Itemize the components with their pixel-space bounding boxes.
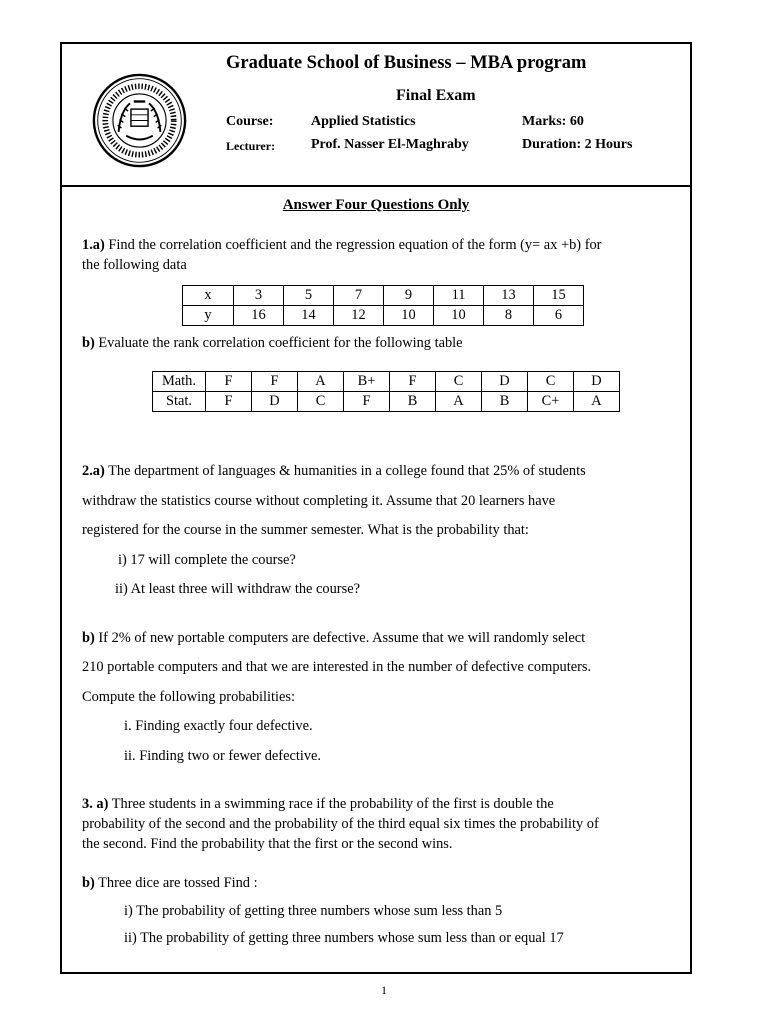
q3a-number: 3. a) bbox=[82, 796, 109, 812]
q2b-line1 bbox=[82, 628, 585, 648]
table-cell: B+ bbox=[344, 372, 390, 392]
lecturer-value: Prof. Nasser El-Maghraby bbox=[311, 137, 469, 152]
table-row-y bbox=[183, 306, 584, 326]
q3b-item-i: i) The probability of getting three numbers whose sum less than 5 bbox=[124, 903, 503, 919]
table-cell: 3 bbox=[234, 286, 284, 306]
table-cell: C bbox=[298, 392, 344, 412]
q2a-line3: registered for the course in the summer semester. What is the probability that: bbox=[82, 522, 529, 538]
table-cell: 9 bbox=[384, 286, 434, 306]
table-cell: A bbox=[298, 372, 344, 392]
q2b-line2: 210 portable computers and that we are interested in the number of defective computers. bbox=[82, 659, 592, 675]
q3a-line3: the second. Find the probability that the first or the second wins. bbox=[82, 836, 453, 852]
table-cell: F bbox=[390, 372, 436, 392]
q2b-item-ii: ii. Finding two or fewer defective. bbox=[124, 748, 322, 764]
table-cell: Math. bbox=[153, 372, 206, 392]
table-cell: 12 bbox=[334, 306, 384, 326]
q1a-text: Find the correlation coefficient and the regression equation of the form (y= ax +b) for bbox=[104, 237, 602, 253]
table-cell: D bbox=[252, 392, 298, 412]
table-cell: y bbox=[183, 306, 234, 326]
course-value: Applied Statistics bbox=[311, 114, 416, 129]
q1a-number: 1.a) bbox=[82, 237, 105, 253]
table-cell: 10 bbox=[384, 306, 434, 326]
table-cell: 13 bbox=[484, 286, 534, 306]
table-cell: 14 bbox=[284, 306, 334, 326]
q1b-text: Evaluate the rank correlation coefficient for the following table bbox=[94, 335, 463, 351]
table-cell: F bbox=[344, 392, 390, 412]
table-cell: 10 bbox=[434, 306, 484, 326]
instructions-title: Answer Four Questions Only bbox=[282, 197, 470, 213]
table-row-math bbox=[153, 372, 620, 392]
q1a-line1 bbox=[82, 235, 601, 255]
q2b-line3: Compute the following probabilities: bbox=[82, 689, 296, 705]
table-cell: 7 bbox=[334, 286, 384, 306]
exam-title: Final Exam bbox=[396, 87, 476, 104]
table-cell: D bbox=[482, 372, 528, 392]
q1a-line2: the following data bbox=[82, 257, 187, 273]
grades-table bbox=[152, 371, 620, 412]
q3b-item-ii: ii) The probability of getting three numbers whose sum less than or equal 17 bbox=[124, 930, 564, 946]
table-cell: F bbox=[206, 392, 252, 412]
q3b-text: Three dice are tossed Find : bbox=[94, 875, 258, 891]
exam-header bbox=[62, 44, 690, 187]
q2b-item-i: i. Finding exactly four defective. bbox=[124, 718, 313, 734]
table-cell: 6 bbox=[534, 306, 584, 326]
q3b-number: b) bbox=[82, 875, 95, 891]
lecturer-label: Lecturer: bbox=[226, 139, 276, 153]
table-row-x bbox=[183, 286, 584, 306]
table-cell: A bbox=[574, 392, 620, 412]
q3a-line2: probability of the second and the probability of the third equal six times the probability of bbox=[82, 816, 599, 832]
table-cell: A bbox=[436, 392, 482, 412]
table-cell: 15 bbox=[534, 286, 584, 306]
exam-frame bbox=[60, 42, 692, 974]
table-cell: x bbox=[183, 286, 234, 306]
marks: Marks: 60 bbox=[522, 114, 584, 129]
q2a-item-i: i) 17 will complete the course? bbox=[118, 552, 296, 568]
q2a-line1 bbox=[82, 461, 586, 481]
q2a-text: The department of languages & humanities in a college found that 25% of students bbox=[104, 463, 586, 479]
table-row-stat bbox=[153, 392, 620, 412]
q1b-line bbox=[82, 333, 463, 353]
table-cell: D bbox=[574, 372, 620, 392]
table-cell: Stat. bbox=[153, 392, 206, 412]
table-cell: C+ bbox=[528, 392, 574, 412]
table-cell: C bbox=[528, 372, 574, 392]
table-cell: B bbox=[390, 392, 436, 412]
table-cell: 11 bbox=[434, 286, 484, 306]
university-seal-icon bbox=[92, 73, 187, 168]
page-number: 1 bbox=[381, 983, 387, 997]
course-label: Course: bbox=[226, 114, 274, 129]
table-cell: 5 bbox=[284, 286, 334, 306]
q2b-text: If 2% of new portable computers are defective. Assume that we will randomly select bbox=[94, 630, 586, 646]
table-cell: 8 bbox=[484, 306, 534, 326]
q3a-line1 bbox=[82, 794, 554, 814]
duration: Duration: 2 Hours bbox=[522, 137, 633, 152]
data-table-xy bbox=[182, 285, 584, 326]
q2a-line2: withdraw the statistics course without completing it. Assume that 20 learners have bbox=[82, 493, 556, 509]
q3b-line bbox=[82, 873, 258, 893]
table-cell: F bbox=[252, 372, 298, 392]
table-cell: B bbox=[482, 392, 528, 412]
table-cell: C bbox=[436, 372, 482, 392]
school-name: Graduate School of Business – MBA program bbox=[226, 53, 587, 73]
q1b-number: b) bbox=[82, 335, 95, 351]
q2a-number: 2.a) bbox=[82, 463, 105, 479]
q2b-number: b) bbox=[82, 630, 95, 646]
q3a-text: Three students in a swimming race if the probability of the first is double the bbox=[108, 796, 554, 812]
table-cell: F bbox=[206, 372, 252, 392]
q2a-item-ii: ii) At least three will withdraw the course? bbox=[115, 581, 360, 597]
table-cell: 16 bbox=[234, 306, 284, 326]
